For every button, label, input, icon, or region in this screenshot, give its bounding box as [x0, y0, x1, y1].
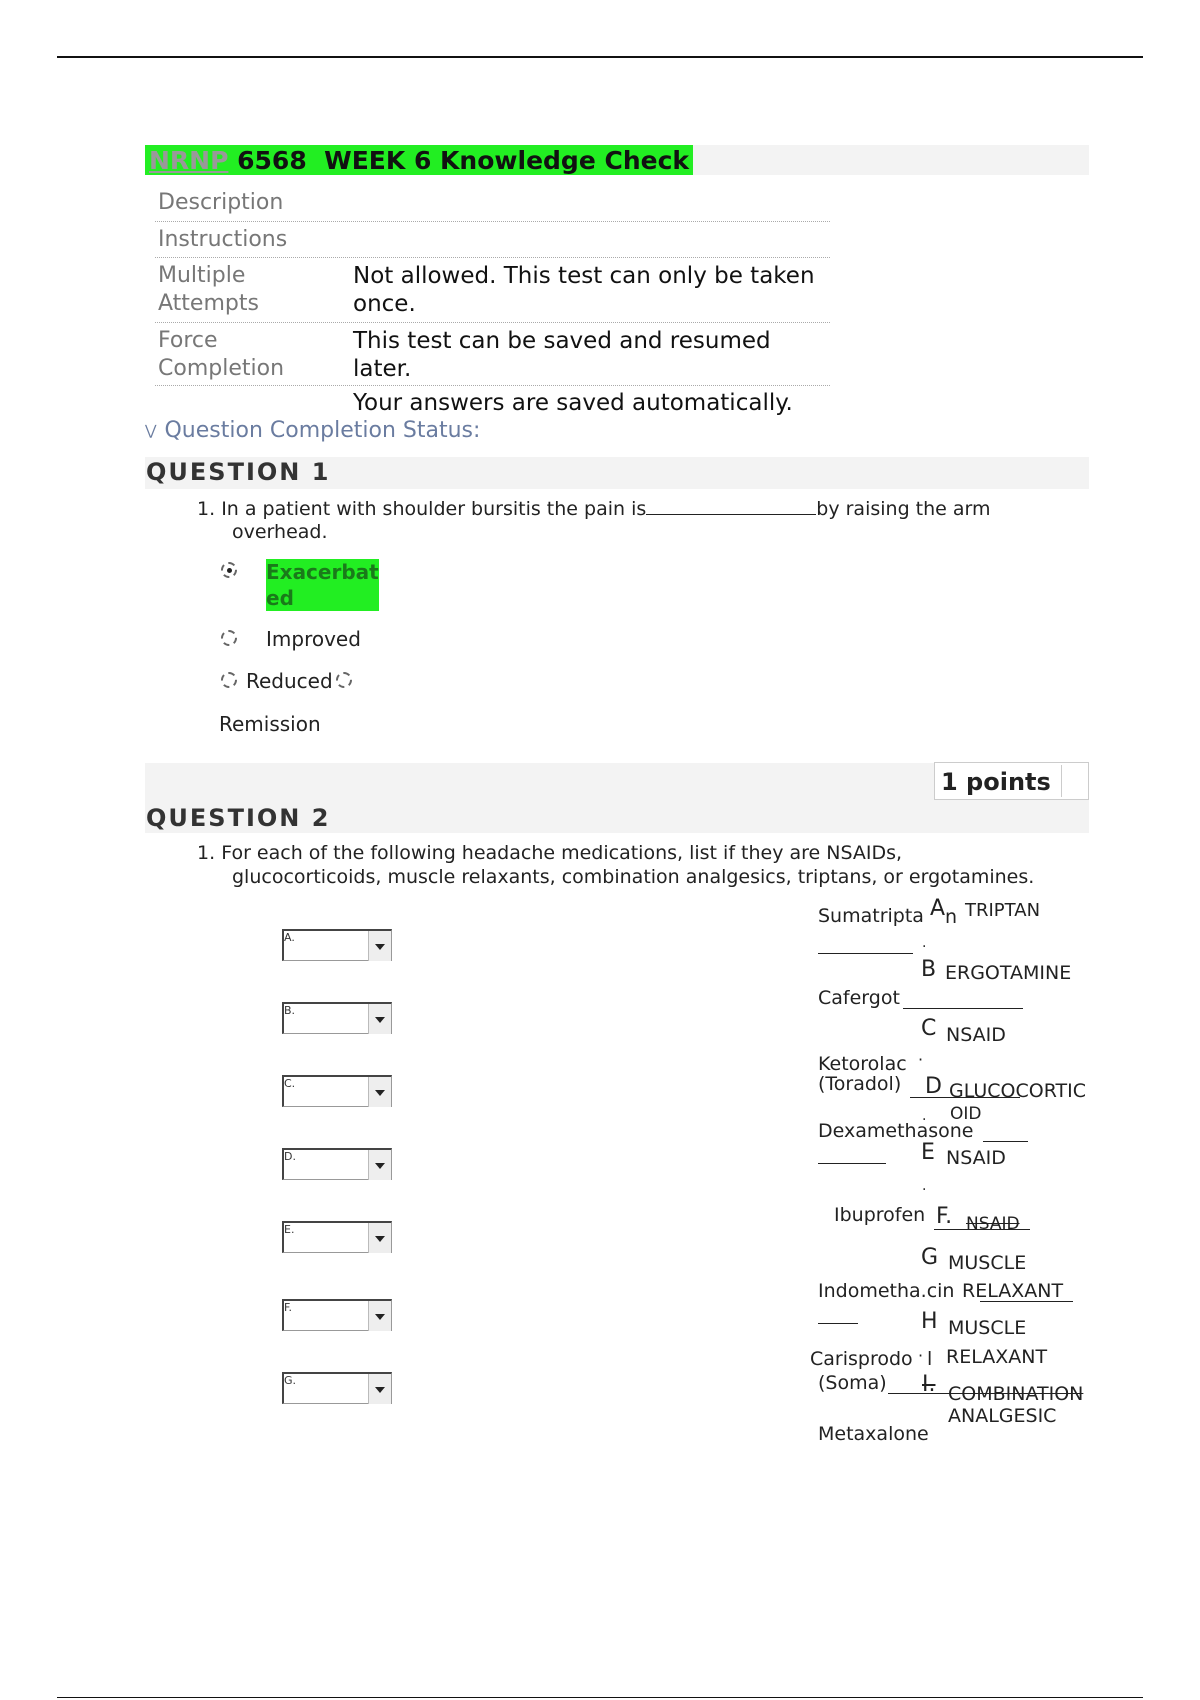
- answer-letter-e: E: [921, 1140, 935, 1165]
- med-carisoprodol-brand: (Soma): [818, 1372, 887, 1394]
- answer-select-e[interactable]: E.: [282, 1221, 392, 1253]
- answer-letter-h: H: [921, 1309, 938, 1334]
- info-label: Force Completion: [158, 328, 285, 381]
- page-title: WEEK 6 Knowledge Check: [324, 145, 690, 175]
- chevron-down-icon: [368, 1223, 391, 1253]
- completion-status-label: Question Completion Status:: [164, 418, 481, 443]
- title-bar: [145, 145, 1089, 175]
- answer-text-f: NSAID: [966, 1214, 1020, 1234]
- info-row-autosave: [155, 386, 830, 420]
- med-sumatriptan: Sumatripta: [818, 905, 924, 927]
- answer-text-a: TRIPTAN: [965, 900, 1041, 921]
- question-1-text: 1. In a patient with shoulder bursitis the pain is by raising the arm: [197, 498, 991, 520]
- top-rule: [57, 56, 1143, 58]
- answer-text-d-cont: OID: [950, 1104, 982, 1124]
- option-label-remission: Remission: [219, 712, 321, 736]
- answer-blank: [818, 953, 913, 954]
- med-dexamethasone: Dexamethasone: [818, 1120, 974, 1142]
- answer-blank: [818, 1323, 858, 1324]
- option-radio-exacerbated[interactable]: [221, 562, 237, 578]
- question-2-text: 1. For each of the following headache medications, list if they are NSAIDs,: [197, 842, 903, 864]
- answer-blank: [903, 1008, 1023, 1009]
- bottom-rule: [57, 1697, 1143, 1698]
- info-value: Not allowed. This test can only be taken once.: [353, 263, 815, 317]
- answer-blank: [983, 1141, 1028, 1142]
- answer-blank: [980, 1301, 1073, 1302]
- info-value: This test can be saved and resumed later.: [353, 328, 771, 382]
- answer-letter-i: I.: [922, 1372, 936, 1397]
- answer-text-b: ERGOTAMINE: [945, 962, 1072, 984]
- points-badge: [934, 762, 1089, 800]
- option-label-reduced: Reduced: [246, 669, 333, 693]
- answer-letter-b: B: [921, 957, 937, 982]
- med-metaxalone: Metaxalone: [818, 1423, 929, 1445]
- option-radio-remission[interactable]: [336, 672, 352, 688]
- answer-select-f[interactable]: F.: [282, 1299, 392, 1331]
- answer-select-g[interactable]: G.: [282, 1372, 392, 1404]
- chevron-down-icon: [368, 1004, 391, 1034]
- answer-text-g: MUSCLE: [948, 1252, 1027, 1274]
- dot: ·: [918, 1346, 924, 1365]
- test-info-table: [155, 185, 830, 420]
- info-label: Instructions: [158, 227, 288, 252]
- answer-select-c[interactable]: C.: [282, 1075, 392, 1107]
- question-2-title: QUESTION 2: [146, 804, 331, 832]
- med-ketorolac-brand: (Toradol): [818, 1073, 902, 1095]
- answer-select-b[interactable]: B.: [282, 1002, 392, 1034]
- answer-letter-f: F.: [936, 1204, 953, 1229]
- answer-blank: [888, 1393, 948, 1394]
- med-ketorolac: Ketorolac: [818, 1053, 907, 1075]
- answer-text-i-cont: ANALGESIC: [948, 1405, 1057, 1427]
- med-carisoprodol: Carisprodo: [810, 1348, 913, 1370]
- answer-select-a[interactable]: A.: [282, 929, 392, 961]
- answer-letter-g: G: [921, 1245, 939, 1270]
- answer-text-h-cont: RELAXANT: [946, 1346, 1048, 1368]
- dot: ·: [918, 1050, 924, 1069]
- med-ibuprofen: Ibuprofen: [834, 1204, 926, 1226]
- answer-letter-c: C: [921, 1016, 937, 1041]
- answer-blank: [646, 496, 816, 515]
- answer-blank: [934, 1229, 1030, 1230]
- med-indomethacin: Indometha.cin: [818, 1280, 955, 1302]
- question-2-text-cont: glucocorticoids, muscle relaxants, combination analgesics, triptans, or ergotamines.: [232, 866, 1035, 888]
- course-code: 6568: [237, 145, 307, 175]
- question-1-header: [145, 457, 1089, 489]
- chevron-down-icon: [368, 1301, 391, 1331]
- question-1-title: QUESTION 1: [146, 458, 331, 486]
- med-sumatriptan-n: n: [945, 906, 958, 928]
- chevron-down-icon: [368, 931, 391, 961]
- info-row-description: [155, 185, 830, 222]
- option-label-improved: Improved: [266, 627, 361, 651]
- info-row-multiple-attempts: [155, 258, 830, 323]
- dot: .: [922, 935, 927, 951]
- question-completion-status[interactable]: [145, 418, 480, 443]
- answer-letter-a: A: [930, 896, 946, 921]
- chevron-down-icon: [368, 1150, 391, 1180]
- answer-text-h: MUSCLE: [948, 1317, 1027, 1339]
- answer-letter-d: D: [925, 1074, 942, 1099]
- answer-blank: [818, 1163, 886, 1164]
- chevron-down-icon: ⋁: [145, 423, 157, 439]
- title-highlight: [145, 145, 693, 175]
- med-carisoprodol-l: l: [927, 1348, 933, 1370]
- answer-text-i: COMBINATION: [948, 1383, 1084, 1405]
- info-row-force-completion: [155, 323, 830, 386]
- answer-select-d[interactable]: D.: [282, 1148, 392, 1180]
- dot: .: [922, 1108, 927, 1124]
- med-cafergot: Cafergot: [818, 987, 900, 1009]
- dot: .: [922, 1178, 927, 1194]
- info-label: Multiple Attempts: [158, 263, 259, 316]
- option-radio-improved[interactable]: [221, 630, 237, 646]
- answer-text-e: NSAID: [946, 1147, 1006, 1169]
- points-label: 1 points: [941, 768, 1051, 796]
- question-1-text-cont: overhead.: [232, 521, 328, 543]
- option-label-exacerbated: Exacerbated: [266, 560, 379, 610]
- answer-text-c: NSAID: [946, 1024, 1006, 1046]
- info-label: Description: [158, 190, 284, 215]
- option-radio-reduced[interactable]: [221, 672, 237, 688]
- course-link[interactable]: NRNP: [149, 145, 229, 175]
- chevron-down-icon: [368, 1077, 391, 1107]
- answer-text-d: GLUCOCORTIC: [949, 1080, 1087, 1102]
- points-status-box: [1061, 765, 1086, 797]
- chevron-down-icon: [368, 1374, 391, 1404]
- info-value: Your answers are saved automatically.: [353, 390, 793, 416]
- info-row-instructions: [155, 222, 830, 258]
- answer-text-g-cont: RELAXANT: [962, 1280, 1064, 1302]
